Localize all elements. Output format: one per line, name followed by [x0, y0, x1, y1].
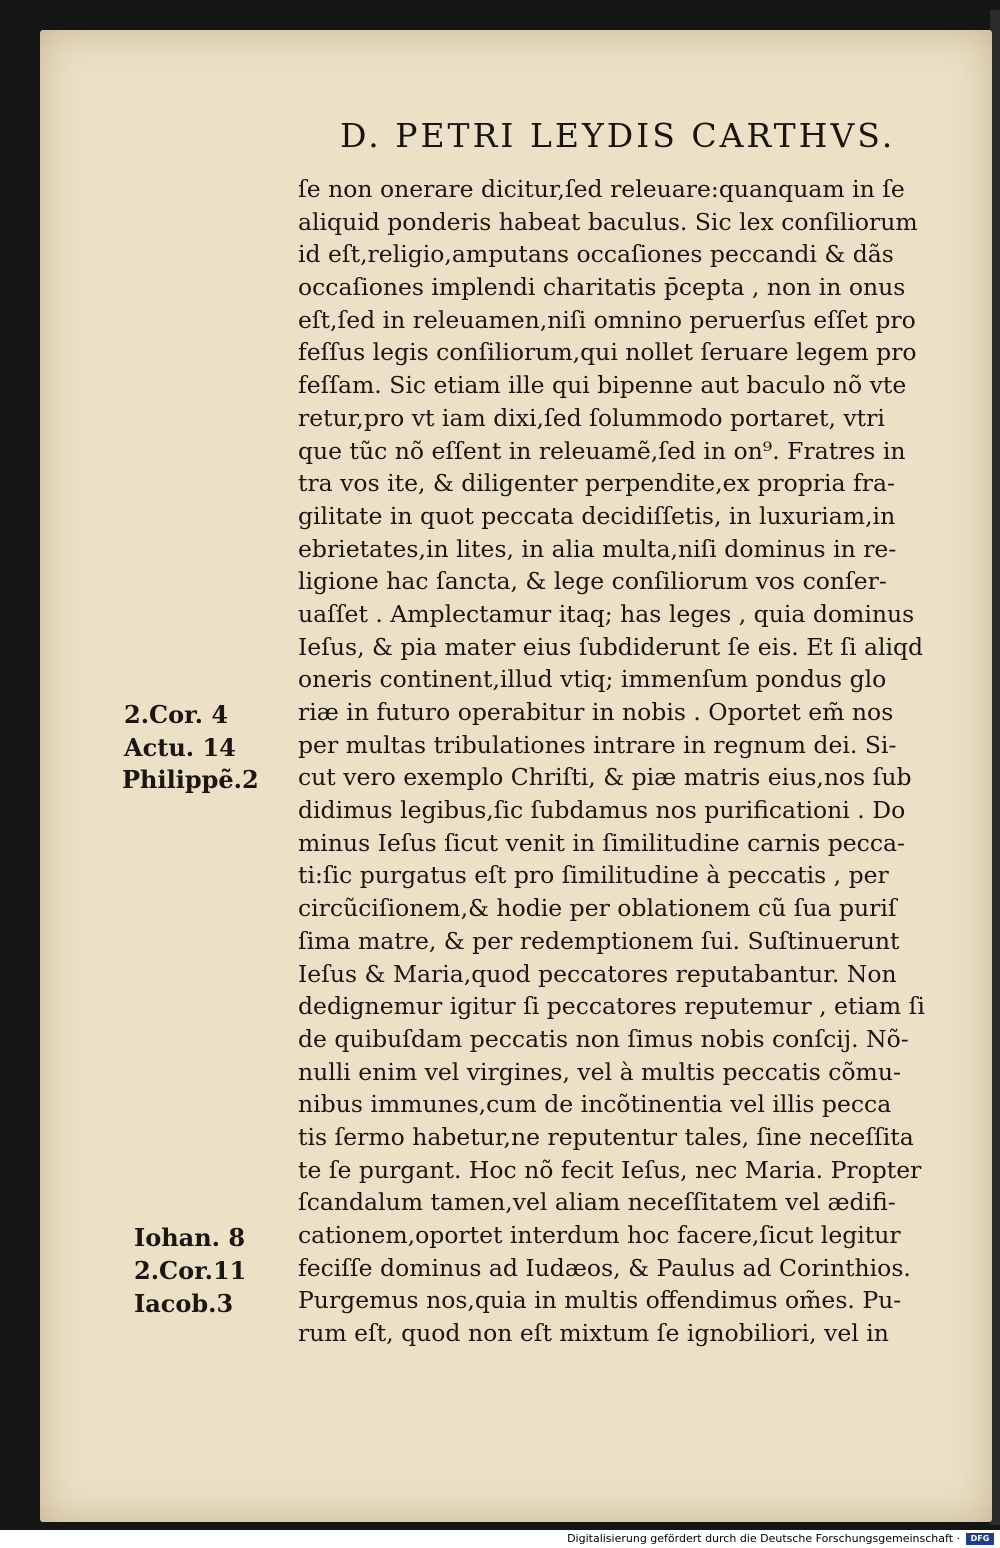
text-line: ligione hac ſancta, & lege conſiliorum vos conſer-: [298, 567, 887, 596]
footer-bar: [0, 1530, 1000, 1548]
margin-note: Actu. 14: [124, 732, 236, 762]
text-line: oneris continent,illud vtiq; immenſum pondus glo: [298, 665, 887, 694]
margin-note: 2.Cor.11: [134, 1255, 247, 1285]
book-page: [40, 30, 992, 1522]
text-line: ſe non onerare dicitur,ſed releuare:quanquam in ſe: [298, 175, 905, 203]
text-line: rum eſt, quod non eſt mixtum ſe ignobiliori, vel in: [298, 1319, 889, 1348]
text-line: ſcandalum tamen,vel aliam neceſſitatem vel ædifi-: [298, 1188, 896, 1217]
text-line: riæ in futuro operabitur in nobis . Oportet em̃ nos: [298, 698, 894, 726]
text-line: eſt,ſed in releuamen,niſi omnino peruerſus eſſet pro: [298, 305, 916, 334]
text-line: aliquid ponderis habeat baculus. Sic lex conſiliorum: [298, 207, 918, 236]
text-line: gilitate in quot peccata decidiſſetis, in luxuriam,in: [298, 501, 896, 530]
margin-note: 2.Cor. 4: [124, 699, 229, 729]
text-line: te ſe purgant. Hoc nõ fecit Ieſus, nec Maria. Propter: [298, 1155, 922, 1184]
text-line: tra vos ite, & diligenter perpendite,ex propria fra-: [298, 469, 895, 498]
margin-note: Iohan. 8: [134, 1223, 246, 1253]
text-line: que tũc nõ eſſent in releuamẽ,ſed in on⁹. Fratres in: [298, 436, 906, 465]
text-line: ebrietates,in lites, in alia multa,niſi dominus in re-: [298, 534, 897, 563]
text-line: feciſſe dominus ad Iudæos, & Paulus ad Corinthios.: [298, 1253, 911, 1282]
text-line: Ieſus, & pia mater eius ſubdiderunt ſe eis. Et ſi aliqd: [298, 632, 924, 661]
text-line: cationem,oportet interdum hoc facere,ſicut legitur: [298, 1221, 901, 1249]
text-line: ſima matre, & per redemptionem ſui. Suſtinuerunt: [298, 926, 900, 955]
footer-credit: Digitalisierung gefördert durch die Deutsche Forschungsgemeinschaft ·: [567, 1532, 960, 1545]
running-head: D. PETRI LEYDIS CARTHVS.: [340, 116, 896, 155]
text-line: tis ſermo habetur,ne reputentur tales, ſine neceſſita: [298, 1122, 914, 1151]
margin-note: Philippẽ.2: [122, 765, 259, 795]
text-line: minus Ieſus ſicut venit in ſimilitudine carnis pecca-: [298, 828, 905, 857]
body-text: [298, 173, 1000, 1350]
text-line: didimus legibus,ſic ſubdamus nos purificationi . Do: [298, 796, 906, 825]
text-line: uaſſet . Amplectamur itaq; has leges , quia dominus: [298, 599, 915, 628]
text-line: id eſt,religio,amputans occaſiones peccandi & dãs: [298, 240, 894, 269]
text-line: occaſiones implendi charitatis p̄cepta , non in onus: [298, 273, 906, 302]
text-line: Ieſus & Maria,quod peccatores reputabantur. Non: [298, 959, 897, 988]
text-line: ti:ſic purgatus eſt pro ſimilitudine à peccatis , per: [298, 861, 889, 890]
text-line: Purgemus nos,quia in multis offendimus om̃es. Pu-: [298, 1286, 902, 1315]
text-line: nulli enim vel virgines, vel à multis peccatis cõmu-: [298, 1057, 901, 1086]
text-line: cut vero exemplo Chriſti, & piæ matris eius,nos ſub: [298, 763, 912, 792]
text-line: per multas tribulationes intrare in regnum dei. Si-: [298, 730, 897, 759]
dfg-logo-icon: DFG: [966, 1533, 994, 1545]
margin-note: Iacob.3: [134, 1288, 234, 1318]
text-line: feſſus legis conſiliorum,qui nollet ſeruare legem pro: [298, 338, 917, 367]
text-line: retur,pro vt iam dixi,ſed ſolummodo portaret, vtri: [298, 403, 885, 432]
text-line: de quibuſdam peccatis non ſimus nobis conſcij. Nõ-: [298, 1024, 909, 1053]
text-line: dedignemur igitur ſi peccatores reputemur , etiam ſi: [298, 992, 925, 1021]
text-line: feſſam. Sic etiam ille qui bipenne aut baculo nõ vte: [298, 371, 907, 400]
text-line: circũciſionem,& hodie per oblationem cũ ſua puriſ: [298, 894, 897, 923]
text-line: nibus immunes,cum de incõtinentia vel illis pecca: [298, 1090, 892, 1119]
